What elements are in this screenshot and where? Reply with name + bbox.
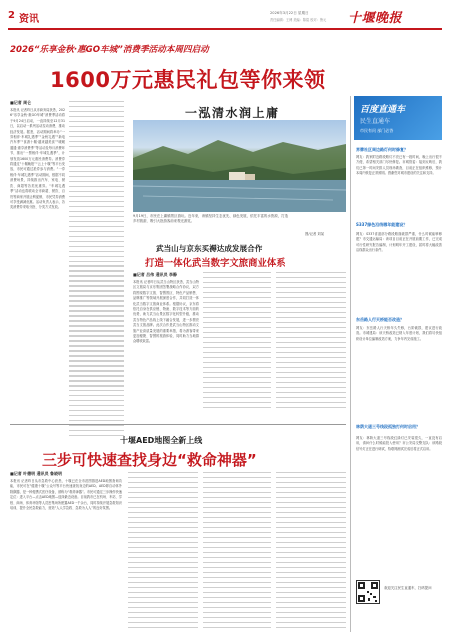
panel-footer: 欢迎关注民生直通车，扫码提问 <box>384 586 432 590</box>
panel-q1: 界牌社区周边路灯何时修复？ <box>356 147 408 152</box>
photo-story-image <box>133 120 346 212</box>
lead-headline: 1600万元惠民礼包等你来领 <box>50 68 326 92</box>
bottom-separator <box>10 424 346 425</box>
bottom-body: 本报讯 记者昨日从市急救中心获悉，十堰已在全市范围推进AED地图查询功能，市民可在“健康十堰”公众号等平台快速查找身边的AED。AED即自动体外除颤器，是一种便携式医疗设备，被称为“救命神器”。市民可通过三步操作快速定位：进入平台—点击AED地图—选择最近设备。目前我市已在机场、车站、学校、商场、体育场馆等人员密集场所配置AED一千余台，同时持续开展急救知识培训，提升全民急救能力，营造“人人学急救、急救为人人”的良好氛围。 <box>10 479 122 511</box>
mid-headline-1: 武当山与京东买褥达成发展合作 <box>156 244 263 253</box>
editor-credits: 责任编辑：王博 美编：陈铭 校对：鲁元 <box>270 18 327 22</box>
mid-headline-2: 打造一体化武当数字文旅商业体系 <box>145 258 286 269</box>
mid-body-col3-lines <box>276 272 346 412</box>
panel-a1: 网友：我家附近路段路灯不亮已有一段时间，晚上出行很不方便，希望相关部门尽快修复。市城管委：接到反映后，我们已第一时间安排人员现场勘查，目前正在组织维修，预计本周内恢复正常照明。感谢您对城市建设的关注和支持。 <box>356 155 442 176</box>
photo-credit: 图/记者 刘某 <box>305 232 325 236</box>
panel-sublogo: 民生直通车 <box>360 118 391 125</box>
page-number: 2 <box>8 10 15 21</box>
panel-divider <box>350 96 351 632</box>
panel-qr-code <box>356 580 380 604</box>
panel-logo: 百度直通车 <box>360 105 406 115</box>
panel-a3: 网友：东岳路人行天桥年久失修，台阶破损，建议进行改造。市城建局：该天桥改造已纳入年度计划，我们将尽快组织设计单位编制改造方案，力争年内完成施工。 <box>356 326 442 341</box>
panel-intro: 市民有问 部门必答 <box>360 128 394 133</box>
mid-body: 本报讯 记者昨日从武当山特区获悉，武当山特区文旅局与京东集团签署战略合作协议，双方将围绕数字文旅、智慧景区、特色产品销售、品牌推广等领域开展深度合作，共同打造一体化武当数字文旅商业体系。根据协议，京东将依托自身在供应链、物流、数字技术等方面的优势，助力武当山景区数字化转型升级，推动武当特色产品线上线下融合发展，进一步擦亮武当文旅品牌。此次合作是武当山特区推动文旅产业高质量发展的重要举措，将为游客带来更加便捷、智慧的旅游体验，同时助力当地群众增收致富。 <box>133 280 199 344</box>
section-name: 资讯 <box>19 14 39 25</box>
issue-date: 2026年3月22日 星期日 <box>270 11 309 15</box>
lead-byline: ■记者 周仑 <box>10 100 32 105</box>
lead-kicker: 2026“乐享金秋·惠GO车城”消费季活动本周四启动 <box>10 45 209 55</box>
mid-body-col2-lines <box>203 272 271 412</box>
panel-q4: 林荫大道三号线段孤独打何时启用？ <box>356 424 420 429</box>
bottom-headline: 三步可快速查找身边“救命神器” <box>42 451 257 469</box>
photo-caption-text: 9月19日，市民在上庸镇景区游玩。近年来，该镇坚持生态优先、绿色发展，依托丰富的水资源，打造乡村旅游，吸引大批游客前来观光游览。 <box>133 214 288 224</box>
panel-q2: S337绿色沿线哪年能建设？ <box>356 222 408 227</box>
bottom-byline: ■记者 叶德明 通讯员 鲁晓明 <box>10 471 62 476</box>
bottom-kicker: 十堰AED地图全新上线 <box>120 436 203 445</box>
panel-logo-block <box>354 96 442 140</box>
panel-a2: 网友：S337省道部分路段路面破损严重，什么时候能够修建？市交通运输局：该项目目前正在开展前期工作，已完成可行性研究报告编制，计划明年开工建设，届时将大幅改善沿线群众出行条件。 <box>356 232 442 253</box>
bottom-body-col3-lines <box>203 472 271 632</box>
page-header <box>8 6 442 30</box>
mid-byline: ■记者 吕伟 通讯员 李静 <box>133 272 177 277</box>
lead-body-col2-lines <box>69 101 124 440</box>
panel-q3: 东岳路人行天桥能否改造？ <box>356 317 404 322</box>
bottom-body-col4-lines <box>276 472 346 632</box>
bottom-body-col2-lines <box>128 472 198 632</box>
photo-story-title: 一泓清水润上庸 <box>185 106 280 120</box>
masthead-logo: 十堰晚报 <box>348 11 403 26</box>
photo-caption <box>133 214 288 236</box>
lead-body: 本报讯 记者昨日从市商务局获悉，2026“乐享金秋·惠GO车城”消费季活动将于9月24日启动，一直持续至12月31日，以启动一系列活动拉动消费，推动经济发展。据悉，活动期间将举办“一券相伴·车城礼遇季”“金秋礼遇”“新电汽车季”“食游十堰·越来越美食”“暖暖通通·惠享消费季”等活动及每月消费环节，推出“一票相伴·车城礼遇季”，计划发放1600万元惠民消费券。消费券将通过“十堰晚报”“云上十堰”等平台发放，市民可通过抢券参与消费。“一券相伴·车城礼遇季”活动期间，根据不同消费场景，持续推出汽车、家电、餐饮、商超等各类优惠券。“车城礼遇季”活动也将联动全市商超、餐饮、百货等商家开展让利促销，市民凭券消费可享受满减优惠。活动负责人表示，各类消费券采取分批、分类方式发放。 <box>10 108 65 210</box>
panel-a4: 网友：林荫大道三号线段红绿灯已安装很久，一直没有启用，请问什么时候能投入使用？市公安局交警支队：该路段信号灯正在进行调试，待联网测试完成后将正式启用。 <box>356 436 442 451</box>
header-rule <box>8 28 442 30</box>
